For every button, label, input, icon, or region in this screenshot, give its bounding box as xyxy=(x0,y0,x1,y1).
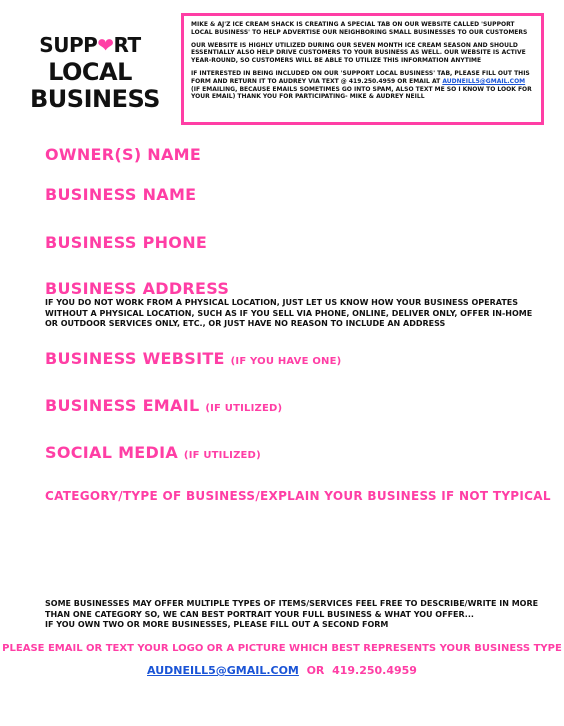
notice-email-link[interactable]: AUDNEILL5@GMAIL.COM xyxy=(442,77,526,85)
heart-icon: ❤ xyxy=(97,33,114,57)
business-address-label: BUSINESS ADDRESS xyxy=(45,279,230,298)
notice-box xyxy=(181,13,544,125)
owner-name-label: OWNER(S) NAME xyxy=(45,145,202,164)
bottom-note-1: SOME BUSINESSES MAY OFFER MULTIPLE TYPES OF ITEMS/SERVICES FEEL FREE TO DESCRIBE/WRITE IN MORE THAN ONE CATEGORY SO, WE CAN BEST PORTRAIT YOUR FULL BUSINESS & WHAT YOU OFFER... xyxy=(45,599,539,619)
logo-line-2: LOCAL xyxy=(48,58,132,86)
contact-line xyxy=(0,664,564,677)
business-website-label: BUSINESS WEBSITE (IF YOU HAVE ONE) xyxy=(45,349,342,368)
logo-line-1: SUPP❤RT xyxy=(39,33,141,57)
bottom-note-2: IF YOU OWN TWO OR MORE BUSINESSES, PLEASE FILL OUT A SECOND FORM xyxy=(45,620,389,629)
address-note: IF YOU DO NOT WORK FROM A PHYSICAL LOCATION, JUST LET US KNOW HOW YOUR BUSINESS OPERATES WITHOUT A PHYSICAL LOCATION, SUCH AS IF YOU SELL VIA PHONE, ONLINE, DELIVER ONLY, OFFER IN-HOME OR OUTDOOR SERVICES ONLY, ETC., OR JUST HAVE NO REASON TO INCLUDE AN ADDRESS xyxy=(45,298,533,328)
business-email-label: BUSINESS EMAIL (IF UTILIZED) xyxy=(45,396,283,415)
business-phone-label: BUSINESS PHONE xyxy=(45,233,208,252)
notice-paragraph-3: IF INTERESTED IN BEING INCLUDED ON OUR 'SUPPORT LOCAL BUSINESS' TAB, PLEASE FILL OUT THIS FORM AND RETURN IT TO AUDREY VIA TEXT @ 419.250.4959 OR EMAIL AT AUDNEILL5@GMAIL.COM (IF EMAILING, BECAUSE EMAILS SOMETIMES GO INTO SPAM, ALSO TEXT ME SO I KNOW TO LOOK FOR YOUR EMAIL) THANK YOU FOR PARTICIPATING- MIKE & AUDREY NEILL xyxy=(191,69,532,101)
logo-request-cta: PLEASE EMAIL OR TEXT YOUR LOGO OR A PICTURE WHICH BEST REPRESENTS YOUR BUSINESS TYPE xyxy=(2,643,562,654)
notice-paragraph-1: MIKE & AJ'Z ICE CREAM SHACK IS CREATING A SPECIAL TAB ON OUR WEBSITE CALLED 'SUPPORT LOCAL BUSINESS' TO HELP ADVERTISE OUR NEIGHBORING SMALL BUSINESSES TO OUR CUSTOMERS xyxy=(191,21,528,36)
contact-email-link[interactable]: AUDNEILL5@GMAIL.COM xyxy=(147,664,299,677)
category-label: CATEGORY/TYPE OF BUSINESS/EXPLAIN YOUR BUSINESS IF NOT TYPICAL xyxy=(45,489,551,503)
support-local-business-logo xyxy=(30,32,160,113)
logo-line-3: BUSINESS xyxy=(30,85,160,113)
notice-paragraph-2: OUR WEBSITE IS HIGHLY UTILIZED DURING OUR SEVEN MONTH ICE CREAM SEASON AND SHOULD ESSENTIALLY ALSO HELP DRIVE CUSTOMERS TO YOUR BUSINESS AS WELL. OUR WEBSITE IS ACTIVE YEAR-ROUND, SO CUSTOMERS WILL BE ABLE TO UTILIZE THIS INFORMATION ANYTIME xyxy=(191,41,526,65)
contact-phone[interactable]: 419.250.4959 xyxy=(332,664,417,677)
social-media-label: SOCIAL MEDIA (IF UTILIZED) xyxy=(45,443,261,462)
business-name-label: BUSINESS NAME xyxy=(45,185,197,204)
contact-or: OR xyxy=(306,664,325,677)
